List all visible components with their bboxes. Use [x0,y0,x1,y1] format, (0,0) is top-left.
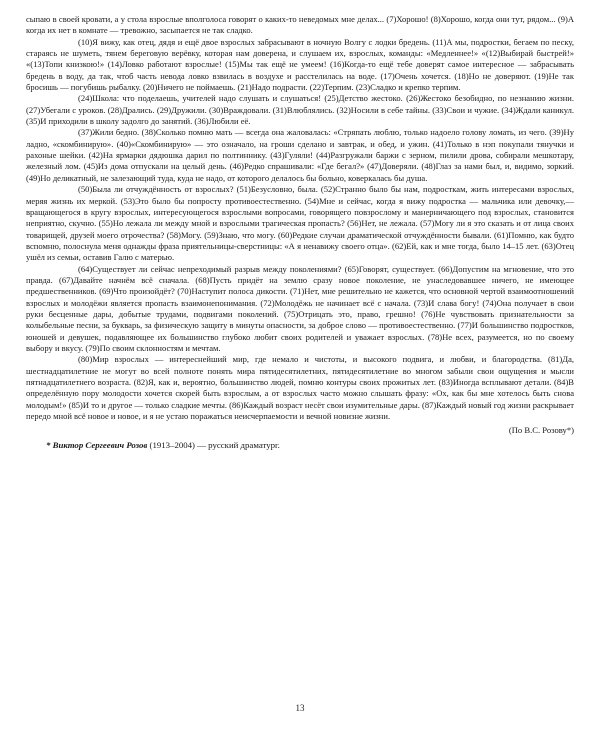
paragraph: (37)Жили бедно. (38)Сколько помню мать — всегда она жаловалась: «Стряпать люблю, только надоело голову ломать, из чего. (39)Ну ладно, «скомбинирую». (40)«Скомбинирую» — это означало, на гроши сделано и завтрак, и обед, и ужин. (41)Только в нэп покупали тянучки и рахоные шейки. (42)На ярмарки дядюшка дарил по полтиннику. (43)Гуляли! (44)Разгружали баржи с зерном, пилили дрова, собирали мешкотару, железный лом. (45)Из дома отпускали на целый день. (46)Редко спрашивали: «Где бегал?» (47)Доверяли. (48)Глаз за нами был, и, видимо, зоркий. (49)Но деликатный, не залезающий туда, куда не надо, от которого делалось бы больно, коверкалась бы душа. [26,127,574,183]
paragraph: (64)Существует ли сейчас непреходимый разрыв между поколениями? (65)Говорят, существует. (66)Допустим на мгновение, что это правда. (67)Давайте начнём всё сначала. (68)Пусть придёт на землю сразу новое поколение, не унаследовавшее ничего, не имеющее предшественников. (69)Что произойдёт? (70)Наступит полоса дикости. (71)Нет, мне решительно не кажется, что основной чертой взаимоотношений взрослых и молодёжи является пропасть взаимонепонимания. (72)Молодёжь не начинает всё с начала. (73)И слава богу! (74)Она получает в свои руки бесценные дары, добытые трудами, подвигами поколений. (75)Отрицать это, право, грешно! (76)Не чувствовать признательности за колыбельные песни, за букварь, за физическую защиту в минуты опасности, за доброе слово — противоестественно. (77)И большинство подростков, юношей и девушек, подавляющее их большинство глубоко любит своих родителей и уважает взрослых. (78)Не всех, разумеется, но по своему выбору и вкусу. (79)По своим склонностям и мечтам. [26,263,574,353]
paragraph: (10)Я вижу, как отец, дядя и ещё двое взрослых забрасывают в ночную Волгу с лодки бредень. (11)А мы, подростки, бегаем по песку, стараясь не шуметь, тянем береговую верёвку, которая нам доверена, и слушаем их, взрослых, команды: «Медленнее!» «(12)Выбирай быстрей!» «(13)Топи книзкою!» (14)Ловко работают взрослые! (15)Мы так ещё не умеем! (16)Когда-то ещё тебе доверят самое интересное — забрасывать бредень в воду, да так, чтоб часть невода ловко взвилась в воздухе и расстелилась на воде. (17)Очень хочется. (18)Но не доверяют. (19)Не так бросишь — погубишь рыбалку. (20)Ничего не поймаешь. (21)Надо подрасти. (22)Терпим. (23)Сладко и крепко терпим. [26,36,574,93]
footnote-author: * Виктор Сергеевич Розов [46,440,148,451]
source-attribution: (По В.С. Розову*) [508,425,574,436]
paragraph: (24)Школа: что поделаешь, учителей надо слушать и слушаться! (25)Детство жестоко. (26)Жестоко безобидно, по незнанию жизни. (27)Убегали с уроков. (28)Дрались. (29)Дружили. (30)Враждовали. (31)Влюблялись. (32)Носили в себе тайны. (33)Свои и чужие. (34)Ждали каникул. (35)И приходили в школу задолго до занятий. (36)Любили её. [26,93,574,127]
paragraph: сыпаю в своей кровати, а у стола взрослые вполголоса говорят о каких-то неведомых мне делах... (7)Хорошо! (8)Хорошо, когда они тут, рядом... (9)А когда их нет в комнате — тревожно, засыпается не так сладко. [26,14,574,36]
body-text [26,14,574,422]
footnote-text: (1913–2004) — русский драматург. [147,440,280,451]
page-number: 13 [295,703,305,713]
paragraph: (50)Была ли отчуждённость от взрослых? (51)Безусловно, была. (52)Странно было бы нам, подросткам, жить интересами взрослых, меряя жизнь их меркой. (53)Это было бы попросту противоестественно. (54)Мне и сейчас, когда я вижу подростка — мальчика или девочку,— вращающегося в кругу взрослых, интересующегося взрослыми вопросами, говорящего повзрослому и манерничающего под взрослых, становится неприятно, скучно. (55)Но лежала ли между мной и взрослыми трагическая пропасть? (56)Нет, не лежала. (57)Могу ли я это сказать и от лица своих товарищей, друзей моего отрочества? (58)Могу. (59)Знаю, что могу. (60)Редкие случаи драматической отчуждённости бывали. (61)Помню, как будто вспомню, полоснула меня однажды фраза приятельницы-сверстницы: «А я ненавижу своего отца». (62)Ей, как и мне тогда, было 14–15 лет. (63)Отец ушёл из семьи, оставив Галю с матерью. [26,184,574,263]
footnote [26,439,574,451]
paragraph: (80)Мир взрослых — интереснейший мир, где немало и чистоты, и высокого подвига, и любви, и благородства. (81)Да, шестнадцатилетние не могут во всей полноте понять мира пятидесятилетних, пятидесятилетние во многом забыли свои ощущения и мысли пятнадцатилетнего возраста. (82)Я, как и, вероятно, большинство людей, помню контуры своих прожитых лет. (83)Иногда всплывают детали. (84)В определённую пору молодости хочется скорей быть взрослым, а от взрослых часто можно слышать фразу: «Ох, как бы мне хотелось быть снова молодым!» (85)И то и другое — только сладкие мечты. (86)Каждый возраст несёт свои изумительные дары. (87)Каждый новый год жизни раскрывает передо мной всё новое и новое, и я не устаю поражаться неисчерпаемости и вечной новизне жизни. [26,354,574,422]
